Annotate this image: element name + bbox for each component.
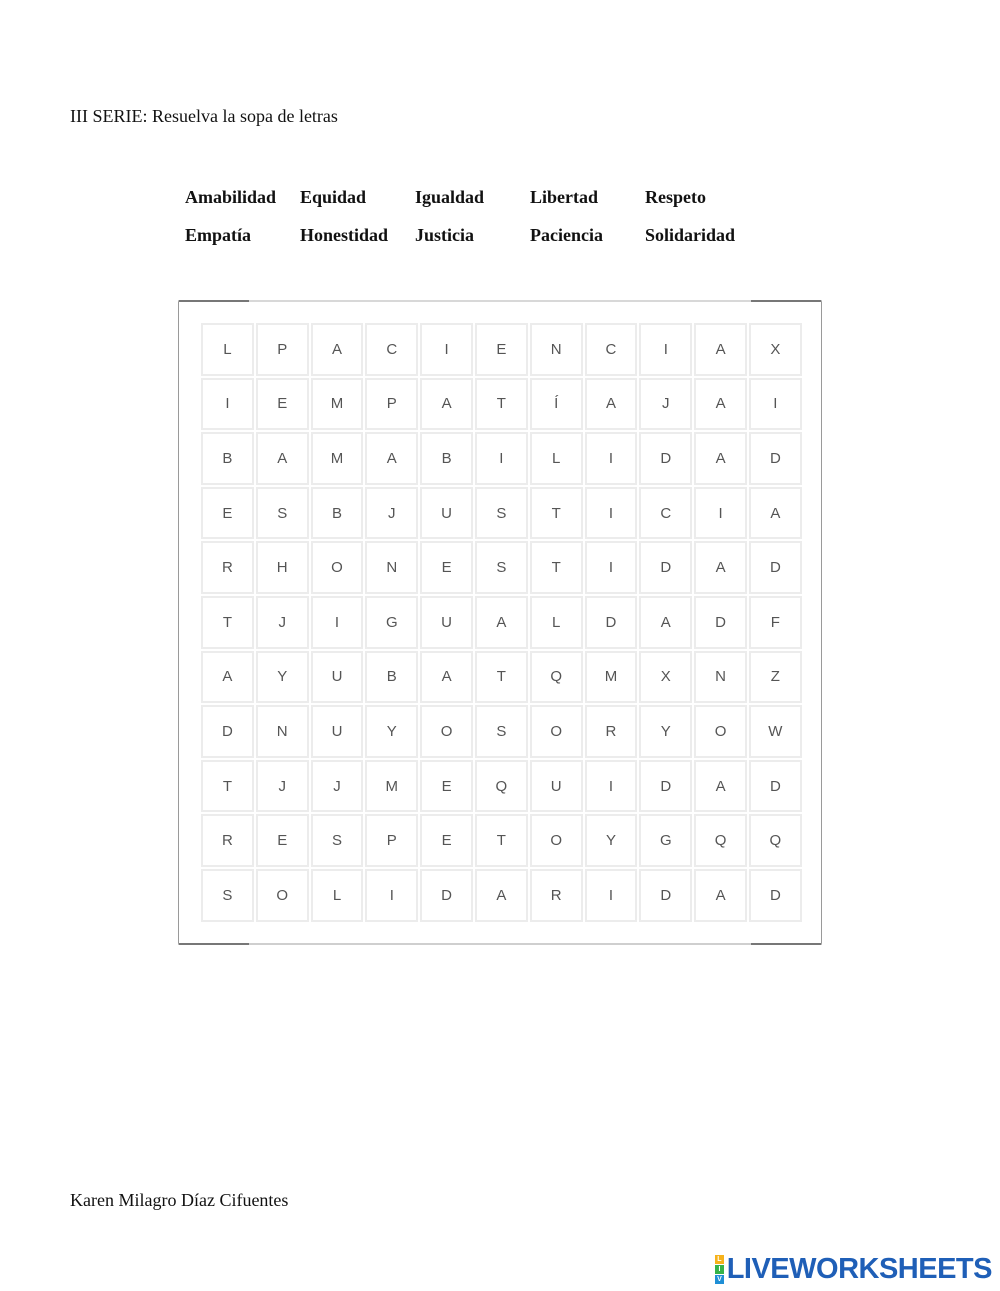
grid-cell[interactable]: I: [749, 378, 802, 431]
grid-cell[interactable]: T: [475, 814, 528, 867]
grid-cell[interactable]: E: [420, 814, 473, 867]
grid-cell[interactable]: Z: [749, 651, 802, 704]
grid-cell[interactable]: I: [585, 869, 638, 922]
grid-cell[interactable]: X: [749, 323, 802, 376]
grid-cell[interactable]: D: [694, 596, 747, 649]
grid-cell[interactable]: I: [420, 323, 473, 376]
author-name: Karen Milagro Díaz Cifuentes: [70, 1190, 289, 1210]
grid-cell[interactable]: R: [530, 869, 583, 922]
word-bank: [185, 178, 760, 254]
grid-cell[interactable]: A: [694, 378, 747, 431]
word-bank-item: Respeto: [645, 186, 706, 207]
grid-cell[interactable]: B: [201, 432, 254, 485]
word-bank-item: Equidad: [300, 186, 367, 207]
grid-cell[interactable]: O: [530, 705, 583, 758]
grid-cell[interactable]: M: [585, 651, 638, 704]
frame-corner-line: [751, 943, 821, 945]
grid-cell[interactable]: O: [694, 705, 747, 758]
grid-cell[interactable]: S: [201, 869, 254, 922]
grid-cell[interactable]: G: [639, 814, 692, 867]
word-bank-row: [185, 178, 760, 216]
instruction-heading: III SERIE: Resuelva la sopa de letras: [70, 106, 338, 126]
word-bank-item: Libertad: [530, 186, 599, 207]
word-bank-item: Paciencia: [530, 224, 603, 245]
grid-cell[interactable]: F: [749, 596, 802, 649]
grid-cell[interactable]: D: [749, 432, 802, 485]
grid-cell[interactable]: A: [420, 651, 473, 704]
grid-cell[interactable]: U: [530, 760, 583, 813]
logo-badge-letter: I: [715, 1265, 724, 1274]
grid-cell[interactable]: I: [201, 378, 254, 431]
grid-cell[interactable]: T: [530, 487, 583, 540]
grid-cell[interactable]: I: [585, 432, 638, 485]
letter-grid: [201, 323, 802, 922]
grid-cell[interactable]: J: [256, 596, 309, 649]
grid-cell[interactable]: Y: [256, 651, 309, 704]
logo-badge-icon: [715, 1255, 724, 1284]
grid-cell[interactable]: M: [365, 760, 418, 813]
grid-cell[interactable]: I: [311, 596, 364, 649]
grid-cell[interactable]: N: [256, 705, 309, 758]
grid-cell[interactable]: B: [365, 651, 418, 704]
grid-cell[interactable]: D: [639, 541, 692, 594]
grid-cell[interactable]: Q: [530, 651, 583, 704]
grid-cell[interactable]: O: [256, 869, 309, 922]
grid-cell[interactable]: D: [639, 760, 692, 813]
grid-cell[interactable]: R: [585, 705, 638, 758]
grid-cell[interactable]: D: [749, 760, 802, 813]
grid-cell[interactable]: P: [256, 323, 309, 376]
grid-cell[interactable]: A: [365, 432, 418, 485]
grid-cell[interactable]: L: [530, 596, 583, 649]
grid-cell[interactable]: E: [201, 487, 254, 540]
grid-cell[interactable]: C: [365, 323, 418, 376]
grid-cell[interactable]: A: [694, 869, 747, 922]
grid-cell[interactable]: B: [311, 487, 364, 540]
grid-cell[interactable]: N: [694, 651, 747, 704]
grid-cell[interactable]: S: [311, 814, 364, 867]
grid-cell[interactable]: I: [365, 869, 418, 922]
grid-cell[interactable]: L: [530, 432, 583, 485]
word-bank-item: Empatía: [185, 224, 252, 245]
grid-cell[interactable]: A: [639, 596, 692, 649]
grid-cell[interactable]: A: [694, 541, 747, 594]
grid-cell[interactable]: T: [475, 651, 528, 704]
grid-cell[interactable]: R: [201, 541, 254, 594]
grid-cell[interactable]: L: [311, 869, 364, 922]
grid-cell[interactable]: Y: [365, 705, 418, 758]
grid-cell[interactable]: X: [639, 651, 692, 704]
word-bank-row: [185, 216, 760, 254]
frame-corner-line: [179, 300, 249, 302]
grid-cell[interactable]: Y: [639, 705, 692, 758]
grid-cell[interactable]: S: [475, 487, 528, 540]
grid-cell[interactable]: J: [256, 760, 309, 813]
grid-cell[interactable]: B: [420, 432, 473, 485]
grid-cell[interactable]: A: [311, 323, 364, 376]
word-bank-item: Igualdad: [415, 186, 485, 207]
grid-cell[interactable]: M: [311, 378, 364, 431]
grid-cell[interactable]: S: [475, 541, 528, 594]
grid-cell[interactable]: Y: [585, 814, 638, 867]
grid-cell[interactable]: A: [201, 651, 254, 704]
grid-cell[interactable]: E: [475, 323, 528, 376]
grid-cell[interactable]: T: [201, 760, 254, 813]
grid-cell[interactable]: D: [420, 869, 473, 922]
word-bank-item: Solidaridad: [645, 224, 736, 245]
logo-badge-letter: V: [715, 1275, 724, 1284]
grid-cell[interactable]: A: [694, 323, 747, 376]
grid-cell[interactable]: T: [530, 541, 583, 594]
grid-cell[interactable]: O: [311, 541, 364, 594]
grid-cell[interactable]: M: [311, 432, 364, 485]
grid-cell[interactable]: P: [365, 378, 418, 431]
grid-cell[interactable]: U: [420, 487, 473, 540]
grid-cell[interactable]: U: [420, 596, 473, 649]
grid-cell[interactable]: E: [420, 760, 473, 813]
grid-cell[interactable]: P: [365, 814, 418, 867]
logo-text: LIVEWORKSHEETS: [726, 1253, 992, 1285]
grid-cell[interactable]: A: [749, 487, 802, 540]
word-bank-item: Honestidad: [300, 224, 389, 245]
grid-cell[interactable]: J: [311, 760, 364, 813]
grid-cell[interactable]: D: [585, 596, 638, 649]
grid-cell[interactable]: U: [311, 651, 364, 704]
grid-cell[interactable]: E: [256, 814, 309, 867]
grid-cell[interactable]: I: [585, 487, 638, 540]
grid-cell[interactable]: A: [694, 760, 747, 813]
grid-cell[interactable]: U: [311, 705, 364, 758]
grid-cell[interactable]: A: [475, 596, 528, 649]
grid-cell[interactable]: R: [201, 814, 254, 867]
grid-cell[interactable]: Q: [694, 814, 747, 867]
grid-cell[interactable]: E: [420, 541, 473, 594]
grid-cell[interactable]: Í: [530, 378, 583, 431]
grid-cell[interactable]: L: [201, 323, 254, 376]
grid-cell[interactable]: S: [475, 705, 528, 758]
grid-cell[interactable]: I: [694, 487, 747, 540]
grid-cell[interactable]: A: [475, 869, 528, 922]
grid-cell[interactable]: C: [639, 487, 692, 540]
grid-cell[interactable]: I: [585, 541, 638, 594]
grid-cell[interactable]: A: [585, 378, 638, 431]
grid-cell[interactable]: A: [420, 378, 473, 431]
grid-cell[interactable]: D: [749, 541, 802, 594]
liveworksheets-logo[interactable]: [715, 1253, 992, 1286]
logo-badge-letter: L: [715, 1255, 724, 1264]
grid-cell[interactable]: A: [694, 432, 747, 485]
grid-cell[interactable]: D: [749, 869, 802, 922]
frame-corner-line: [179, 943, 249, 945]
grid-cell[interactable]: Q: [749, 814, 802, 867]
grid-cell[interactable]: D: [201, 705, 254, 758]
grid-cell[interactable]: O: [530, 814, 583, 867]
grid-cell[interactable]: N: [365, 541, 418, 594]
grid-cell[interactable]: J: [639, 378, 692, 431]
grid-cell[interactable]: T: [475, 378, 528, 431]
grid-cell[interactable]: E: [256, 378, 309, 431]
grid-cell[interactable]: G: [365, 596, 418, 649]
grid-cell[interactable]: T: [201, 596, 254, 649]
grid-cell[interactable]: H: [256, 541, 309, 594]
grid-cell[interactable]: D: [639, 869, 692, 922]
word-bank-item: Justicia: [415, 224, 475, 245]
grid-cell[interactable]: A: [256, 432, 309, 485]
grid-cell[interactable]: Q: [475, 760, 528, 813]
grid-cell[interactable]: I: [585, 760, 638, 813]
grid-cell[interactable]: I: [639, 323, 692, 376]
grid-cell[interactable]: I: [475, 432, 528, 485]
grid-cell[interactable]: J: [365, 487, 418, 540]
frame-corner-line: [751, 300, 821, 302]
grid-cell[interactable]: D: [639, 432, 692, 485]
grid-cell[interactable]: O: [420, 705, 473, 758]
grid-cell[interactable]: W: [749, 705, 802, 758]
grid-cell[interactable]: S: [256, 487, 309, 540]
grid-cell[interactable]: N: [530, 323, 583, 376]
word-bank-item: Amabilidad: [185, 186, 277, 207]
grid-cell[interactable]: C: [585, 323, 638, 376]
